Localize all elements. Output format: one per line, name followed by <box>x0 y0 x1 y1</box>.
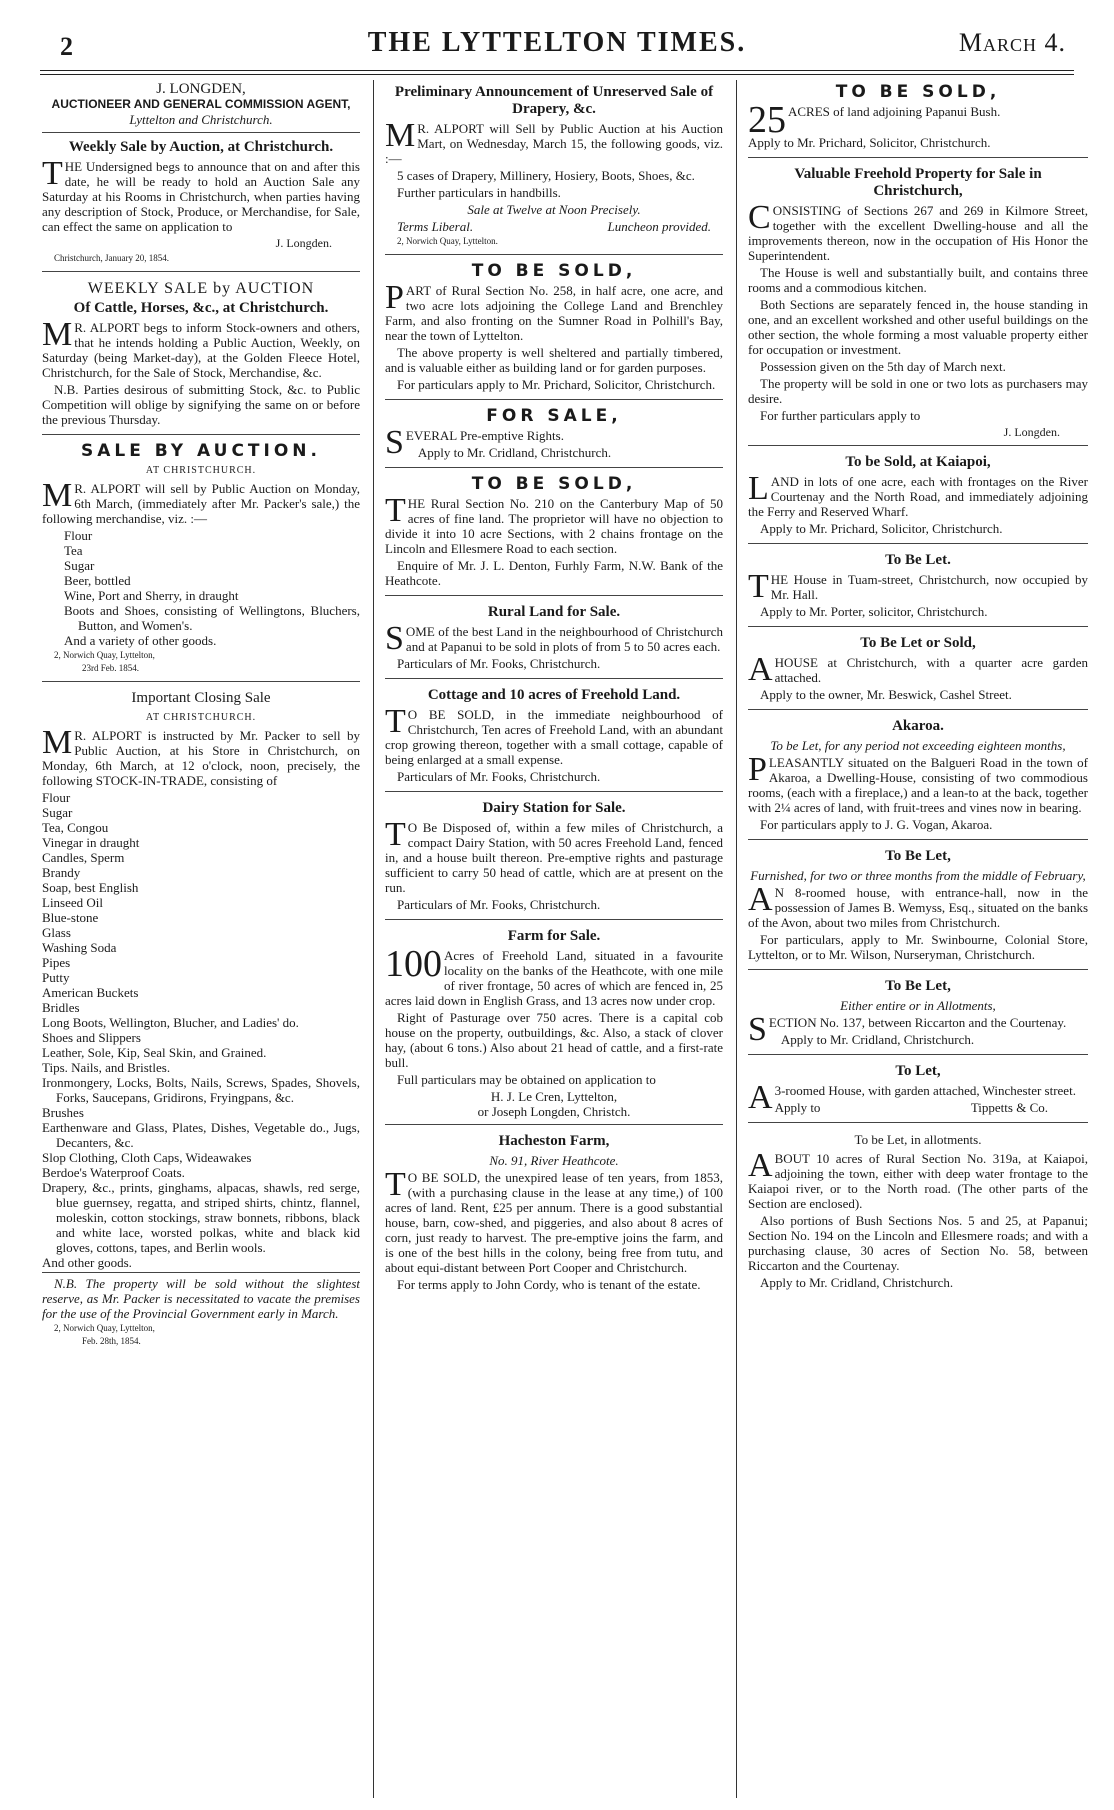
list-item: American Buckets <box>42 985 139 1000</box>
ad-cottage <box>385 683 723 792</box>
ad-further: Further particulars in handbills. <box>397 185 561 200</box>
drop-cap: P <box>748 751 767 788</box>
ad-rural-land <box>385 600 723 679</box>
list-item: Brandy <box>42 865 81 880</box>
ad-subheading: Either entire or in Allotments, <box>840 998 996 1013</box>
column-2 <box>385 80 723 1798</box>
ad-heading: Farm for Sale. <box>507 928 601 944</box>
ad-body: BOUT 10 acres of Rural Section No. 319a, at Kaiapoi, adjoining the town, either with deep water frontage to the Kaiapoi river, or to the North road. (The other parts of the Section are enclosed). <box>748 1151 1088 1211</box>
drop-cap: P <box>385 279 404 316</box>
ad-signature: H. J. Le Cren, Lyttelton, <box>490 1089 618 1104</box>
ad-weekly-sale <box>42 276 360 435</box>
ad-heading: To Be Let, <box>885 848 951 864</box>
ad-body: EVERAL Pre-emptive Rights. <box>405 428 564 443</box>
drop-cap: A <box>748 1079 773 1116</box>
ad-papanui <box>748 80 1088 158</box>
ad-heading: To Be Let, <box>885 978 951 994</box>
ad-tuam <box>748 548 1088 627</box>
list-item: Wine, Port and Sherry, in draught <box>64 588 239 603</box>
drop-cap: A <box>748 651 773 688</box>
ad-subheading: To be Let, for any period not exceeding eighteen months, <box>770 738 1066 753</box>
ad-body: OME of the best Land in the neighbourhood of Christchurch and at Papanui to be sold in plots of from 5 to 50 acres each. <box>405 624 723 654</box>
ad-body: R. ALPORT will sell by Public Auction on Monday, 6th March, (immediately after Mr. Packer's sale,) the following merchandise, viz. :— <box>42 481 360 526</box>
ad-body: ACRES of land adjoining Papanui Bush. <box>788 104 1001 119</box>
ad-paragraph: For terms apply to John Cordy, who is tenant of the estate. <box>397 1277 701 1292</box>
ad-freehold <box>748 162 1088 446</box>
ad-paragraph: Full particulars may be obtained on application to <box>397 1072 656 1087</box>
ad-body: R. ALPORT will Sell by Public Auction at his Auction Mart, on Wednesday, March 15, the following goods, viz. :— <box>385 121 723 166</box>
ad-dairy <box>385 796 723 920</box>
ad-farm <box>385 924 723 1125</box>
header-rule <box>40 74 1074 75</box>
ad-signature: J. Longden. <box>275 236 332 250</box>
list-item: Glass <box>42 925 71 940</box>
ad-paragraph: Also portions of Bush Sections Nos. 5 and 25, at Papanui; Section No. 194 on the Lincoln and Ellesmere roads; and with a purchasing clause, 30 acres of Section No. 58, between Riccarton and the Courtenay. <box>748 1213 1088 1273</box>
ad-rights <box>385 404 723 468</box>
ad-paragraph: For particulars, apply to Mr. Swinbourne, Colonial Store, Lyttelton, or to Mr. Wilson, Nurseryman, Christchurch. <box>748 932 1088 962</box>
stock-list <box>42 790 360 1270</box>
list-item: Pipes <box>42 955 71 970</box>
ad-heading: Preliminary Announcement of Unreserved Sale of Drapery, &c. <box>394 84 714 117</box>
ad-apply: Apply to <box>774 1100 821 1115</box>
ad-heading: To be Let, in allotments. <box>854 1132 982 1147</box>
ad-closing-sale <box>42 686 360 1354</box>
column-divider <box>373 80 374 1798</box>
ad-paragraph: The House is well and substantially built, and contains three rooms and a commodious kitchen. <box>748 265 1088 295</box>
ad-body: HE Undersigned begs to announce that on and after this date, he will be ready to hold an Auction Sale any Saturday at his Rooms in Christchurch, when parties having any description of Stock, Produce, or Merchandise, for Sale, can effect the same on application to <box>42 159 360 234</box>
drop-cap: T <box>385 1166 406 1203</box>
ad-heading: Cottage and 10 acres of Freehold Land. <box>427 687 681 703</box>
ad-paragraph: Apply to Mr. Cridland, Christchurch. <box>780 1032 975 1047</box>
ad-heading: Important Closing Sale <box>131 690 271 706</box>
list-item: Long Boots, Wellington, Blucher, and Ladies' do. <box>42 1015 299 1030</box>
list-item: Boots and Shoes, consisting of Wellingtons, Bluchers, Button, and Women's. <box>64 603 360 633</box>
drop-cap: M <box>42 477 73 514</box>
list-item: Earthenware and Glass, Plates, Dishes, Vegetable do., Jugs, Decanters, &c. <box>42 1120 360 1150</box>
ad-heading: To Be Let or Sold, <box>860 635 976 651</box>
drop-cap: 25 <box>748 99 786 141</box>
ad-paragraph: Right of Pasturage over 750 acres. There is a capital cob house on the property, outbuildings, &c. Also, a stack of clover hay, (about 6 tons.) Also about 21 head of cattle, and a first-rate bull. <box>385 1010 723 1070</box>
ad-body: N 8-roomed house, with entrance-hall, now in the possession of James B. Wemyss, Esq., situated on the banks of the Avon, about two miles from Christchurch. <box>748 885 1088 930</box>
ad-luncheon: Luncheon provided. <box>607 219 711 234</box>
list-item: Drapery, &c., prints, ginghams, alpacas, shawls, red serge, blue guernsey, regatta, and striped shirts, chintz, flannel, moleskin, cotton stockings, straw bonnets, ribbons, black and white lace, worsted polkas, white and black kid gloves, cottons, tapes, and Berlin wools. <box>42 1180 360 1255</box>
list-item: Brushes <box>42 1105 84 1120</box>
ad-body: AND in lots of one acre, each with frontages on the River Courtenay and the North Road, and immediately adjoining the Ferry and Reserved Wharf. <box>748 474 1088 519</box>
list-item: Washing Soda <box>42 940 117 955</box>
ad-terms: Terms Liberal. <box>397 219 474 234</box>
ad-apply: Apply to Mr. Cridland, Christchurch. <box>417 445 612 460</box>
column-1 <box>42 80 360 1798</box>
drop-cap: T <box>748 568 769 605</box>
list-item: Blue-stone <box>42 910 99 925</box>
ad-paragraph: For particulars apply to Mr. Prichard, Solicitor, Christchurch. <box>397 377 716 392</box>
list-item: And other goods. <box>42 1255 132 1270</box>
list-item: Candles, Sperm <box>42 850 125 865</box>
drop-cap: L <box>748 470 769 507</box>
ad-paragraph: Enquire of Mr. J. L. Denton, Furhly Farm, N.W. Bank of the Heathcote. <box>385 558 723 588</box>
ad-heading: Weekly Sale by Auction, at Christchurch. <box>42 132 360 156</box>
list-item: Flour <box>64 528 93 543</box>
ad-body: O Be Disposed of, within a few miles of Christchurch, a compact Dairy Station, with 50 acres Freehold Land, fenced in, and a house built thereon. Pre-emptive rights and pasturage sufficient to carry 50 head of cattle, which are at present on the run. <box>385 820 723 895</box>
ad-heading: To Be Let. <box>885 552 951 568</box>
list-item: Beer, bottled <box>64 573 131 588</box>
ad-body: HE Rural Section No. 210 on the Canterbury Map of 50 acres of fine land. The proprietor will have no objection to divide it into 10 acre Sections, with 2 chains frontage on the Lincoln and Ellesmere Road to each section. <box>385 496 723 556</box>
ad-heading: To Let, <box>895 1063 941 1079</box>
list-item: Leather, Sole, Kip, Seal Skin, and Grained. <box>42 1045 267 1060</box>
list-item: Tea, Congou <box>42 820 109 835</box>
ad-body: ART of Rural Section No. 258, in half acre, one acre, and two acre lots adjoining the College Land and Brenchley Farm, and also fronting on the Sumner Road in Polhill's Bay, near the town of Lyttelton. <box>385 283 723 343</box>
ad-kaiapoi <box>748 450 1088 544</box>
list-item: Vinegar in draught <box>42 835 140 850</box>
ad-body: O BE SOLD, in the immediate neighbourhood of Christchurch, Ten acres of Freehold Land, with an abundant crop growing thereon, together with a small cottage, capable of being enlarged at a small expense. <box>385 707 723 767</box>
ad-rural-258 <box>385 259 723 400</box>
ad-paragraph: For particulars apply to J. G. Vogan, Akaroa. <box>760 817 993 832</box>
list-item: Linseed Oil <box>42 895 104 910</box>
ad-let-or-sold <box>748 631 1088 710</box>
ad-name: J. LONGDEN, <box>156 81 246 97</box>
ad-paragraph: Apply to Mr. Cridland, Christchurch. <box>760 1275 954 1290</box>
drop-cap: M <box>42 316 73 353</box>
list-item: Slop Clothing, Cloth Caps, Wideawakes <box>42 1150 252 1165</box>
column-3 <box>748 80 1088 1798</box>
drop-cap: M <box>42 724 73 761</box>
drop-cap: A <box>748 1147 773 1184</box>
drop-cap: S <box>385 424 404 461</box>
ad-place: Lyttelton and Christchurch. <box>129 112 273 127</box>
page-date: March 4. <box>958 28 1066 57</box>
ad-body: O BE SOLD, the unexpired lease of ten years, from 1853, (with a purchasing clause in the lease at any time,) of 100 acres of land. Rent, £25 per annum. There is a good substantial house, barn, cow-shed, and piggeries, and also about 8 acres of corn, just ready to harvest. The pre-emptive joins the farm, and is one of the best hills in the colony, being free from tutu, and about equi-distant between Port Cooper and Christchurch. <box>385 1170 723 1275</box>
ad-apply-to: Tippetts & Co. <box>970 1100 1048 1115</box>
list-item: Bridles <box>42 1000 80 1015</box>
ad-heading: TO BE SOLD, <box>835 82 1001 102</box>
list-item: And a variety of other goods. <box>64 633 217 648</box>
list-item: Sugar <box>64 558 95 573</box>
ad-paragraph: The above property is well sheltered and partially timbered, and is valuable either as building land or for garden purposes. <box>385 345 723 375</box>
drop-cap: C <box>748 199 771 236</box>
list-item: Tea <box>64 543 83 558</box>
ad-paragraph: Possession given on the 5th day of March next. <box>760 359 1006 374</box>
ad-heading: Rural Land for Sale. <box>487 604 621 620</box>
ad-body: Acres of Freehold Land, situated in a favourite locality on the banks of the Heathcote, with one mile of river frontage, 50 acres of which are fenced in, 25 acres laid down in English Grass, and 13 acres now under crop. <box>385 948 723 1008</box>
masthead <box>0 0 1114 86</box>
ad-rural-210 <box>385 472 723 596</box>
ad-body: ECTION No. 137, between Riccarton and the Courtenay. <box>768 1015 1067 1030</box>
ad-dateline: Feb. 28th, 1854. <box>82 1336 141 1346</box>
ad-body: R. ALPORT is instructed by Mr. Packer to sell by Public Auction, at his Store in Christchurch, on Monday, 6th March, at 12 o'clock, noon, precisely, the following STOCK-IN-TRADE, consisting of <box>42 728 360 788</box>
drop-cap: T <box>385 816 406 853</box>
ad-signature: or Joseph Longden, Christch. <box>477 1104 631 1119</box>
column-divider <box>736 80 737 1798</box>
ad-dateline: 23rd Feb. 1854. <box>82 663 139 673</box>
ad-place: AT CHRISTCHURCH. <box>145 465 257 476</box>
ad-heading: Hacheston Farm, <box>498 1133 610 1149</box>
drop-cap: A <box>748 881 773 918</box>
ad-body: R. ALPORT begs to inform Stock-owners and others, that he intends holding a Public Auction, Weekly, on Saturday (being Market-day), at the Golden Fleece Hotel, Christchurch, for the Sale of Stock, Merchandise, &c. <box>42 320 360 380</box>
ad-paragraph: Apply to Mr. Prichard, Solicitor, Christchurch. <box>760 521 1003 536</box>
ad-heading: TO BE SOLD, <box>471 474 637 494</box>
ad-paragraph: Particulars of Mr. Fooks, Christchurch. <box>397 656 601 671</box>
ad-sale-by-auction <box>42 439 360 682</box>
ad-hacheston <box>385 1129 723 1299</box>
ad-longden <box>42 80 360 272</box>
ad-terms-row <box>397 219 711 234</box>
ad-heading: Valuable Freehold Property for Sale in Christchurch, <box>794 166 1042 199</box>
ad-furnished <box>748 844 1088 970</box>
drop-cap: T <box>385 703 406 740</box>
ad-dateline: 2, Norwich Quay, Lyttelton, <box>54 1323 155 1333</box>
ad-body: ONSISTING of Sections 267 and 269 in Kilmore Street, together with the excellent Dwelling-house and all the improvements thereon, now in the occupation of His Honor the Superintendent. <box>748 203 1088 263</box>
drop-cap: S <box>748 1011 767 1048</box>
ad-body: LEASANTLY situated on the Balgueri Road in the town of Akaroa, a Dwelling-House, consisting of two commodious rooms, (each with a fireplace,) and a lean-to at the back, together with 2¼ acres of land, with fruit-trees and vines now in bearing. <box>748 755 1088 815</box>
paper-title: THE LYTTELTON TIMES. <box>367 27 747 58</box>
ad-body: HOUSE at Christchurch, with a quarter acre garden attached. <box>774 655 1088 685</box>
merchandise-list <box>64 528 360 648</box>
ad-role: AUCTIONEER AND GENERAL COMMISSION AGENT, <box>51 97 351 111</box>
ad-signature: J. Longden. <box>1003 425 1060 439</box>
drop-cap: M <box>385 117 416 154</box>
ad-subheading: Of Cattle, Horses, &c., at Christchurch. <box>73 300 329 316</box>
header-rule <box>40 70 1074 71</box>
ad-paragraph: Particulars of Mr. Fooks, Christchurch. <box>397 897 601 912</box>
ad-paragraph: Apply to the owner, Mr. Beswick, Cashel Street. <box>760 687 1012 702</box>
list-item: Berdoe's Waterproof Coats. <box>42 1165 185 1180</box>
ad-list: 5 cases of Drapery, Millinery, Hosiery, Boots, Shoes, &c. <box>397 168 695 183</box>
list-item: Putty <box>42 970 70 985</box>
drop-cap: T <box>42 155 63 192</box>
ad-subheading: Furnished, for two or three months from the middle of February, <box>750 868 1086 883</box>
ad-paragraph: Both Sections are separately fenced in, the house standing in one, and an excellent workshed and other useful buildings on the other section, the whole forming a most valuable property either for occupation or investment. <box>748 297 1088 357</box>
drop-cap: S <box>385 620 404 657</box>
ad-heading: Akaroa. <box>892 718 944 734</box>
ad-heading: Dairy Station for Sale. <box>482 800 626 816</box>
ad-paragraph: Particulars of Mr. Fooks, Christchurch. <box>397 769 601 784</box>
ad-apply-row <box>775 1100 1048 1115</box>
ad-paragraph: For further particulars apply to <box>760 408 921 423</box>
ad-note: N.B. The property will be sold without the slightest reserve, as Mr. Packer is necessitated to vacate the premises for the use of the Provincial Government early in March. <box>42 1272 360 1321</box>
ad-dateline: 2, Norwich Quay, Lyttelton. <box>397 236 498 246</box>
ad-body: 3-roomed House, with garden attached, Winchester street. <box>774 1083 1076 1098</box>
page-number: 2 <box>60 32 73 61</box>
ad-section-137 <box>748 974 1088 1055</box>
list-item: Tips. Nails, and Bristles. <box>42 1060 171 1075</box>
ad-note: N.B. Parties desirous of submitting Stock, &c. to Public Competition will oblige by signifying the same on or before the previous Thursday. <box>42 382 360 427</box>
ad-allotments <box>748 1127 1088 1297</box>
ad-winchester <box>748 1059 1088 1123</box>
ad-heading: FOR SALE, <box>486 406 622 426</box>
ad-paragraph: Apply to Mr. Porter, solicitor, Christchurch. <box>760 604 988 619</box>
list-item: Soap, best English <box>42 880 139 895</box>
ad-akaroa <box>748 714 1088 840</box>
drop-cap: T <box>385 492 406 529</box>
ad-heading: To be Sold, at Kaiapoi, <box>845 454 991 470</box>
ad-heading: SALE BY AUCTION. <box>81 441 321 461</box>
ad-body: HE House in Tuam-street, Christchurch, now occupied by Mr. Hall. <box>770 572 1088 602</box>
ad-subheading: No. 91, River Heathcote. <box>489 1153 619 1168</box>
ad-dateline: 2, Norwich Quay, Lyttelton, <box>54 650 155 660</box>
list-item: Sugar <box>42 805 73 820</box>
drop-cap: 100 <box>385 943 442 985</box>
ad-drapery <box>385 80 723 255</box>
list-item: Ironmongery, Locks, Bolts, Nails, Screws, Spades, Shovels, Forks, Saucepans, Gridirons, Fryingpans, &c. <box>42 1075 360 1105</box>
ad-heading: TO BE SOLD, <box>471 261 637 281</box>
list-item: Shoes and Slippers <box>42 1030 141 1045</box>
ad-heading: WEEKLY SALE by AUCTION <box>87 280 315 297</box>
ad-place: AT CHRISTCHURCH. <box>145 712 257 723</box>
ad-time: Sale at Twelve at Noon Precisely. <box>467 202 641 217</box>
ad-paragraph: The property will be sold in one or two lots as purchasers may desire. <box>748 376 1088 406</box>
list-item: Flour <box>42 790 71 805</box>
ad-dateline: Christchurch, January 20, 1854. <box>54 253 169 263</box>
ad-apply: Apply to Mr. Prichard, Solicitor, Christchurch. <box>748 135 991 150</box>
